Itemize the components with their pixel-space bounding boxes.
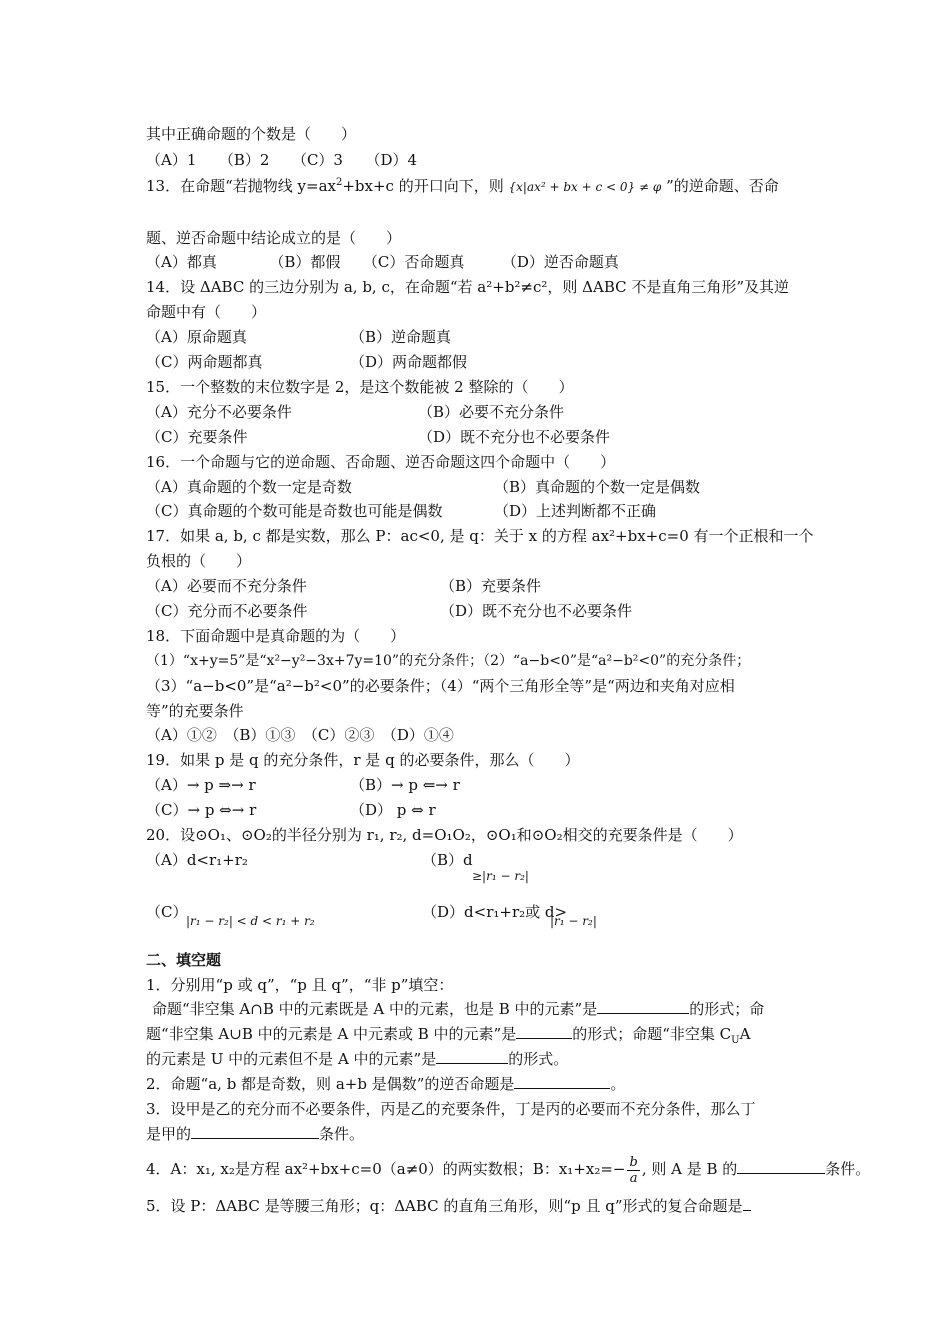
f1-line3-text-c: A xyxy=(739,1025,751,1043)
q13-set-expression: {x|ax² + bx + c < 0} ≠ φ xyxy=(508,180,662,194)
f1-line4 xyxy=(146,1049,568,1069)
f2-text-a: 2．命题“a, b 都是奇数，则 a+b 是偶数”的逆否命题是 xyxy=(146,1075,515,1093)
q20-option-a: （A）d<r₁+r₂ xyxy=(146,851,248,869)
q14-line1: 14．设 ΔABC 的三边分别为 a, b, c，在命题“若 a²+b²≠c²，则 ΔABC 不是直角三角形”及其逆 xyxy=(146,278,790,296)
q20-option-b: （B）d xyxy=(422,851,473,869)
f2-text-b: 。 xyxy=(610,1075,626,1093)
f4-frac-den: a xyxy=(629,1170,638,1186)
f4-text-a: 4．A：x₁, x₂是方程 ax²+bx+c=0（a≠0）的两实数根；B：x₁+x₂=− xyxy=(146,1160,626,1178)
f1-line1: 1．分别用“p 或 q”，“p 且 q”，“非 p”填空： xyxy=(146,976,454,994)
answer-blank-6[interactable] xyxy=(737,1159,825,1174)
q17-option-c: （C）充分而不必要条件 xyxy=(146,602,308,620)
f1-line3-text-a: 题“非空集 A∪B 中的元素是 A 中元素或 B 中的元素”是 xyxy=(146,1025,517,1043)
f1-line3-sub: U xyxy=(731,1035,740,1046)
answer-blank-7[interactable] xyxy=(743,1196,751,1211)
q18-line1: 18．下面命题中是真命题的为（ ） xyxy=(146,627,406,645)
q17-option-d: （D）既不充分也不必要条件 xyxy=(440,602,633,620)
q16-option-a: （A）真命题的个数一定是奇数 xyxy=(146,478,352,496)
q16-option-b: （B）真命题的个数一定是偶数 xyxy=(494,478,701,496)
q14-option-b: （B）逆命题真 xyxy=(350,328,452,346)
f3-line1: 3．设甲是乙的充分而不必要条件，丙是乙的充要条件，丁是丙的必要而不充分条件，那么丁 xyxy=(146,1100,756,1118)
answer-blank-3[interactable] xyxy=(436,1049,508,1064)
q14-option-d: （D）两命题都假 xyxy=(350,353,468,371)
q13-line2: 题、逆否命题中结论成立的是（ ） xyxy=(146,229,402,247)
f1-line4-text-a: 的元素是 U 中的元素但不是 A 中的元素”是 xyxy=(146,1050,437,1068)
q13-options: （A）都真 （B）都假 （C）否命题真 （D）逆否命题真 xyxy=(146,253,619,271)
answer-blank-5[interactable] xyxy=(191,1124,319,1139)
f3-text-a: 是甲的 xyxy=(146,1125,192,1143)
q13-text-c: ”的逆命题、否命 xyxy=(666,177,779,195)
q14-line2: 命题中有（ ） xyxy=(146,303,267,321)
q15-option-d: （D）既不充分也不必要条件 xyxy=(418,428,611,446)
f1-line2-text-a: 命题“非空集 A∩B 中的元素既是 A 中的元素，也是 B 中的元素”是 xyxy=(152,1000,598,1018)
q18-line2: （1）“x+y=5”是“x²−y²−3x+7y=10”的充分条件；（2）“a−b<0”是“a²−b²<0”的充分条件； xyxy=(146,653,751,669)
f4-line1 xyxy=(146,1152,870,1186)
q13-sup: 2 xyxy=(335,177,343,188)
q17-line2: 负根的（ ） xyxy=(146,552,252,570)
q14-option-a: （A）原命题真 xyxy=(146,328,247,346)
answer-blank-2[interactable] xyxy=(516,1024,572,1039)
f5-text: 5．设 P：ΔABC 是等腰三角形；q：ΔABC 的直角三角形，则“p 且 q”形式的复合命题是 xyxy=(146,1197,743,1215)
f1-line3-text-b: 的形式；命题“非空集 C xyxy=(572,1025,732,1043)
q18-line4: 等”的充要条件 xyxy=(146,702,244,720)
f4-text-b: , 则 A 是 B 的 xyxy=(641,1160,738,1178)
f1-line2-text-b: 的形式；命 xyxy=(689,1000,765,1018)
q19-option-a: （A）→ p ⇒→ r xyxy=(146,776,256,794)
q17-option-b: （B）充要条件 xyxy=(440,577,542,595)
f1-line3 xyxy=(146,1024,750,1044)
f4-frac-num: b xyxy=(629,1154,638,1170)
q16-line1: 16．一个命题与它的逆命题、否命题、逆否命题这四个命题中（ ） xyxy=(146,453,616,471)
q15-option-c: （C）充要条件 xyxy=(146,428,248,446)
q12-options: （A）1 （B）2 （C）3 （D）4 xyxy=(146,151,418,169)
q15-line1: 15．一个整数的末位数字是 2，是这个数能被 2 整除的（ ） xyxy=(146,378,574,396)
f2-line1 xyxy=(146,1074,625,1094)
q20-option-c-expr: |r₁ − r₂| < d < r₁ + r₂ xyxy=(186,914,315,928)
q20-option-b-expr: ≥|r₁ − r₂| xyxy=(472,869,529,883)
q16-option-c: （C）真命题的个数可能是奇数也可能是偶数 xyxy=(146,502,443,520)
q15-option-b: （B）必要不充分条件 xyxy=(418,403,565,421)
f1-line2 xyxy=(152,999,764,1019)
q17-option-a: （A）必要而不充分条件 xyxy=(146,577,307,595)
q17-line1: 17．如果 a, b, c 都是实数，那么 P：ac<0, 是 q：关于 x 的方程 ax²+bx+c=0 有一个正根和一个 xyxy=(146,527,814,545)
q18-line3: （3）“a−b<0”是“a²−b²<0”的必要条件；（4）“两个三角形全等”是“两边和夹角对应相 xyxy=(146,677,735,695)
answer-blank-1[interactable] xyxy=(597,999,689,1014)
f3-text-b: 条件。 xyxy=(319,1125,365,1143)
f4-text-c: 条件。 xyxy=(825,1160,871,1178)
q20-option-d: （D）d<r₁+r₂或 d> xyxy=(422,903,568,921)
q15-option-a: （A）充分不必要条件 xyxy=(146,403,292,421)
q16-option-d: （D）上述判断都不正确 xyxy=(494,502,657,520)
f1-line4-text-b: 的形式。 xyxy=(508,1050,569,1068)
q19-option-c: （C）→ p ⇔→ r xyxy=(146,801,257,819)
q19-option-d: （D） p ⇔ r xyxy=(350,801,436,819)
q19-line1: 19．如果 p 是 q 的充分条件，r 是 q 的必要条件，那么（ ） xyxy=(146,751,580,769)
f3-line2 xyxy=(146,1124,364,1144)
q13-text-b: +bx+c 的开口向下，则 xyxy=(342,177,504,195)
section-title-fill-blank: 二、填空题 xyxy=(146,951,222,969)
q20-line1: 20．设⊙O₁、⊙O₂的半径分别为 r₁, r₂, d=O₁O₂，⊙O₁和⊙O₂相交的充要条件是（ ） xyxy=(146,826,743,844)
f4-fraction xyxy=(627,1155,639,1186)
q20-option-d-expr: |r₁ − r₂| xyxy=(550,914,597,928)
q13-text-a: 13．在命题“若抛物线 y=ax xyxy=(146,177,336,195)
answer-blank-4[interactable] xyxy=(514,1074,610,1089)
q18-options: （A）①② （B）①③ （C）②③ （D）①④ xyxy=(146,726,454,744)
q19-option-b: （B）→ p ⇐→ r xyxy=(350,776,460,794)
q13-line1 xyxy=(146,176,779,197)
q12-prompt-tail: 其中正确命题的个数是（ ） xyxy=(146,125,357,143)
q20-option-c: （C） xyxy=(146,903,188,921)
f5-line1 xyxy=(146,1196,751,1216)
q14-option-c: （C）两命题都真 xyxy=(146,353,263,371)
